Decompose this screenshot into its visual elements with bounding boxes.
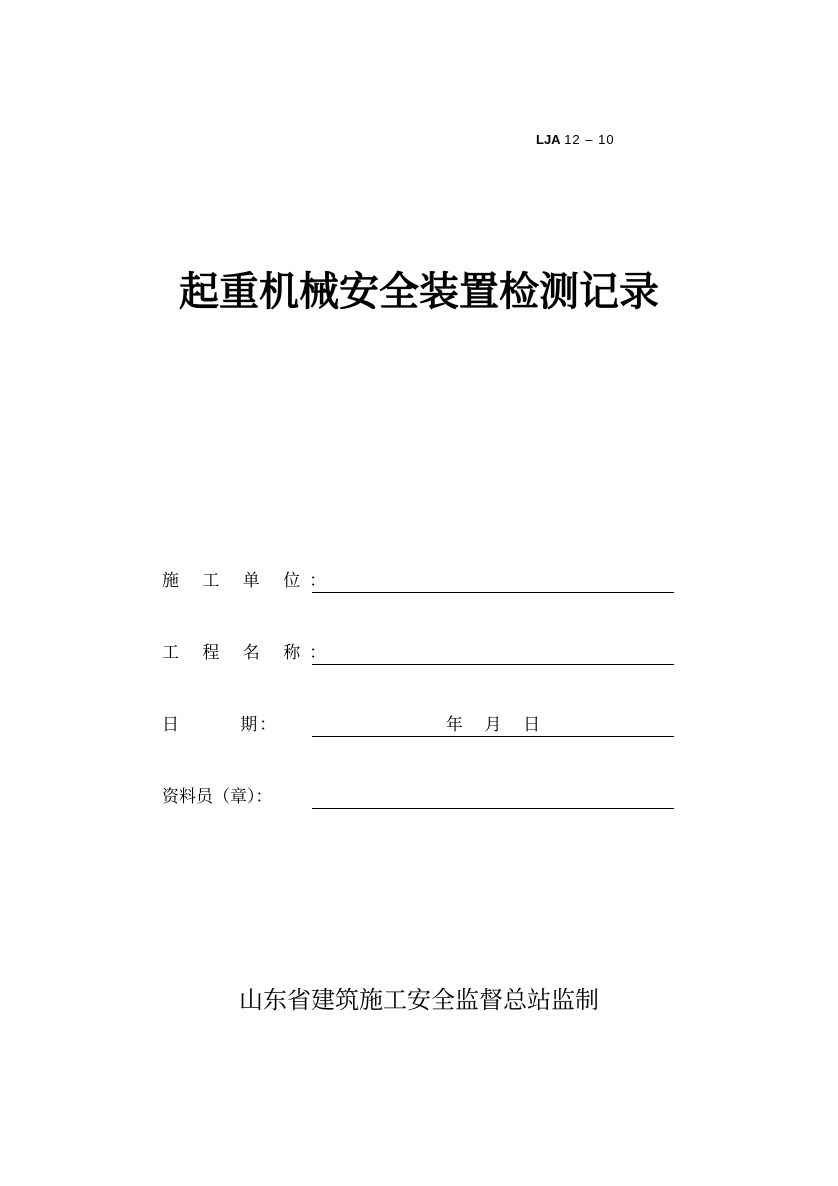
- field-label-construction-unit: 施 工 单 位：: [162, 571, 336, 591]
- issuer-footer: 山东省建筑施工安全监督总站监制: [239, 986, 599, 1014]
- underline: [312, 664, 674, 665]
- underline: [312, 592, 674, 593]
- field-date: [162, 710, 674, 740]
- field-label-project-name: 工 程 名 称：: [162, 643, 336, 663]
- field-construction-unit: [162, 566, 674, 596]
- field-project-name: [162, 638, 674, 668]
- form-code: [536, 132, 615, 147]
- page-title: 起重机械安全装置检测记录: [179, 269, 659, 315]
- date-input[interactable]: 年 月 日: [445, 715, 541, 735]
- field-archivist: [162, 782, 674, 812]
- underline: [312, 736, 674, 737]
- form-code-prefix: LJA: [536, 132, 561, 147]
- form-code-number: 12 – 10: [564, 132, 615, 147]
- field-label-archivist: 资料员（章）：: [162, 787, 273, 807]
- underline: [312, 808, 674, 809]
- field-label-date: 日 期：: [162, 715, 279, 735]
